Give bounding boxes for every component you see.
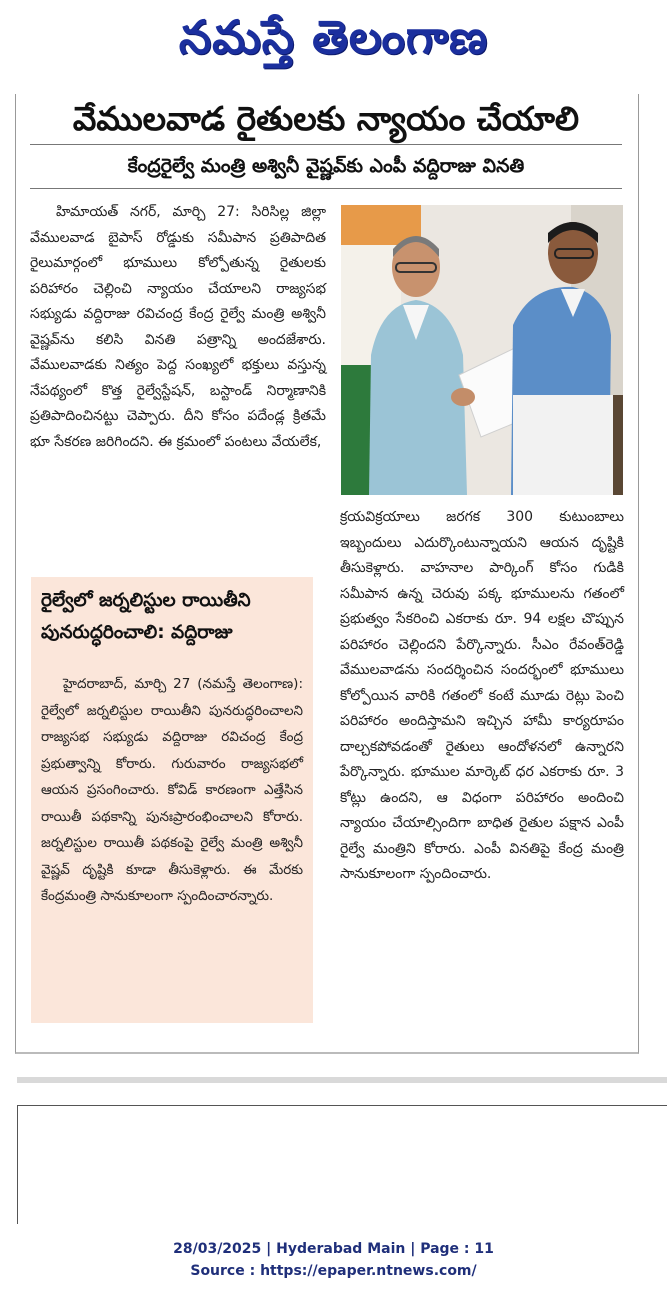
article-body-left: హిమాయత్ నగర్, మార్చి 27: సిరిసిల్ల జిల్లా వేములవాడ బైపాస్ రోడ్డుకు సమీపాన ప్రతిపాదిత రైలుమార్గంలో భూములు కోల్పోతున్న రైతులకు పరిహారం చెల్లించి న్యాయం చేయాలని రాజ్యసభ సభ్యుడు వద్దిరాజు రవిచంద్ర కేంద్ర రైల్వే మంత్రి అశ్వినీ వైష్ణవ్‌ను కలిసి వినతి పత్రాన్ని అందజేశారు. వేములవాడకు నిత్యం పెద్ద సంఖ్యలో భక్తులు వస్తున్న నేపథ్యంలో కొత్త రైల్వేస్టేషన్, బస్టాండ్ నిర్మాణానికి ప్రతిపాదించినట్టు చెప్పారు. దీని కోసం పదేండ్ల క్రితమే భూ సేకరణ జరిగిందని. ఈ క్రమంలో పంటలు వేయలేక,	[30, 204, 326, 450]
article-headline: వేములవాడ రైతులకు న్యాయం చేయాలి	[72, 99, 580, 138]
sidebar-headline: రైల్వేలో జర్నలిస్టుల రాయితీని పునరుద్ధరించాలి: వద్దిరాజు	[41, 590, 251, 643]
subheadline-divider	[30, 188, 622, 189]
sidebar-body: హైదరాబాద్, మార్చి 27 (నమస్తే తెలంగాణ): రైల్వేలో జర్నలిస్టుల రాయితీని పునరుద్ధరించాలని రాజ్యసభ సభ్యుడు వద్దిరాజు రవిచంద్ర కేంద్ర ప్రభుత్వాన్ని కోరారు. గురువారం రాజ్యసభలో ఆయన ప్రసంగించారు. కోవిడ్ కారణంగా ఎత్తేసిన రాయితీ పథకాన్ని పునఃప్రారంభించాలని కోరారు. జర్నలిస్టుల రాయితీ పథకంపై రైల్వే మంత్రి అశ్వినీ వైష్ణవ్ దృష్టికి కూడా తీసుకెళ్లారు. ఈ మేరకు కేంద్రమంత్రి సానుకూలంగా స్పందించారన్నారు.	[41, 676, 303, 904]
newspaper-logo: నమస్తే తెలంగాణ	[178, 10, 489, 64]
headline-divider	[30, 144, 622, 145]
masthead	[0, 0, 667, 86]
article-photo	[341, 205, 623, 495]
article-column-left	[30, 200, 326, 455]
sidebar-article	[31, 577, 313, 1023]
footer-date-edition: 28/03/2025 | Hyderabad Main | Page : 11	[173, 1241, 494, 1257]
page-separator	[17, 1077, 667, 1083]
article-column-right	[340, 505, 624, 888]
photo-illustration	[341, 205, 623, 495]
next-clipping-frame	[17, 1105, 667, 1224]
footer-source: Source : https://epaper.ntnews.com/	[190, 1263, 477, 1279]
article-subheadline: కేంద్రరైల్వే మంత్రి అశ్వినీ వైష్ణవ్‌కు ఎంపీ వద్దిరాజు వినతి	[127, 155, 525, 177]
article-body-right: క్రయవిక్రయాలు జరగక 300 కుటుంబాలు ఇబ్బందులు ఎదుర్కొంటున్నాయని ఆయన దృష్టికి తీసుకెళ్లారు. వాహనాల పార్కింగ్ కోసం గుడికి సమీపాన ఉన్న చెరువు పక్క భూములను గతంలో ప్రభుత్వం సేకరించి ఎకరాకు రూ. 94 లక్షల చొప్పున పరిహారం చెల్లిందని పేర్కొన్నారు. సీఎం రేవంత్‌రెడ్డి వేములవాడను సందర్శించిన సందర్భంలో భూములు కోల్పోయిన వారికి గతంలో కంటే మూడు రెట్లు పెంచి పరిహారం అందిస్తామని ఇచ్చిన హామీ కార్యరూపం దాల్చకపోవడంతో రైతులు ఆందోళనలో ఉన్నారని పేర్కొన్నారు. భూముల మార్కెట్ ధర ఎకరాకు రూ. 3 కోట్లు ఉందని, ఆ విధంగా పరిహారం అందించి న్యాయం చేయాల్సిందిగా బాధిత రైతుల పక్షాన ఎంపీ రైల్వే మంత్రిని కోరారు. ఎంపీ వినతిపై కేంద్ర మంత్రి సానుకూలంగా స్పందించారు.	[340, 509, 624, 882]
page-footer	[0, 1238, 667, 1282]
sidebar-body-container	[41, 671, 303, 910]
